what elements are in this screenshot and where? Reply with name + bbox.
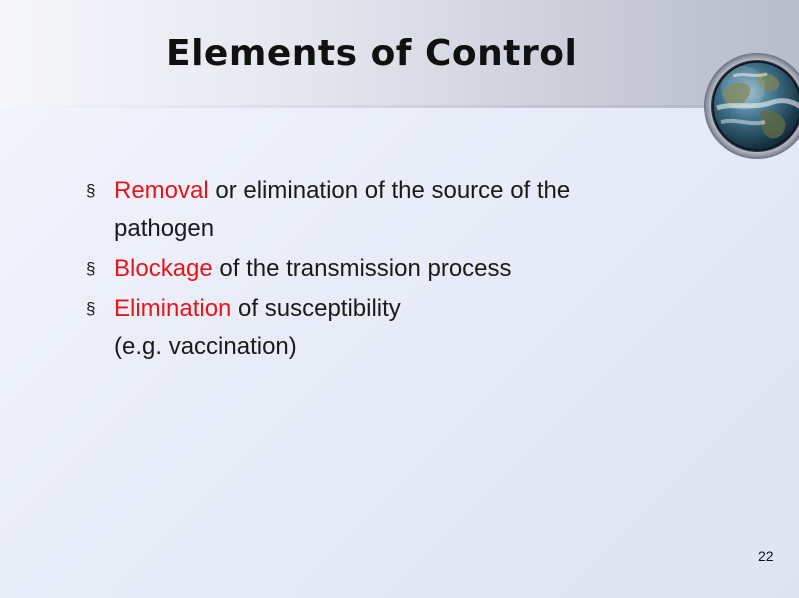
bullet-marker: § <box>86 259 96 278</box>
slide-title: Elements of Control <box>166 33 578 74</box>
bullet-marker: § <box>86 299 96 318</box>
bullet-keyword: Removal <box>114 177 209 204</box>
bullet-keyword: Elimination <box>114 295 232 322</box>
bullet-text: or elimination of the source of the <box>208 177 571 204</box>
bullet-item <box>86 250 686 288</box>
bullet-item <box>86 172 686 248</box>
bullet-item <box>86 290 686 366</box>
globe-icon <box>703 52 799 164</box>
page-number: 22 <box>758 548 774 564</box>
bullet-text: of the transmission process <box>212 255 512 282</box>
bullet-text: of susceptibility <box>231 295 401 322</box>
bullet-continuation: (e.g. vaccination) <box>114 333 297 360</box>
bullet-list <box>86 172 686 368</box>
bullet-continuation: pathogen <box>114 215 215 242</box>
bullet-marker: § <box>86 181 96 200</box>
bullet-keyword: Blockage <box>114 255 213 282</box>
